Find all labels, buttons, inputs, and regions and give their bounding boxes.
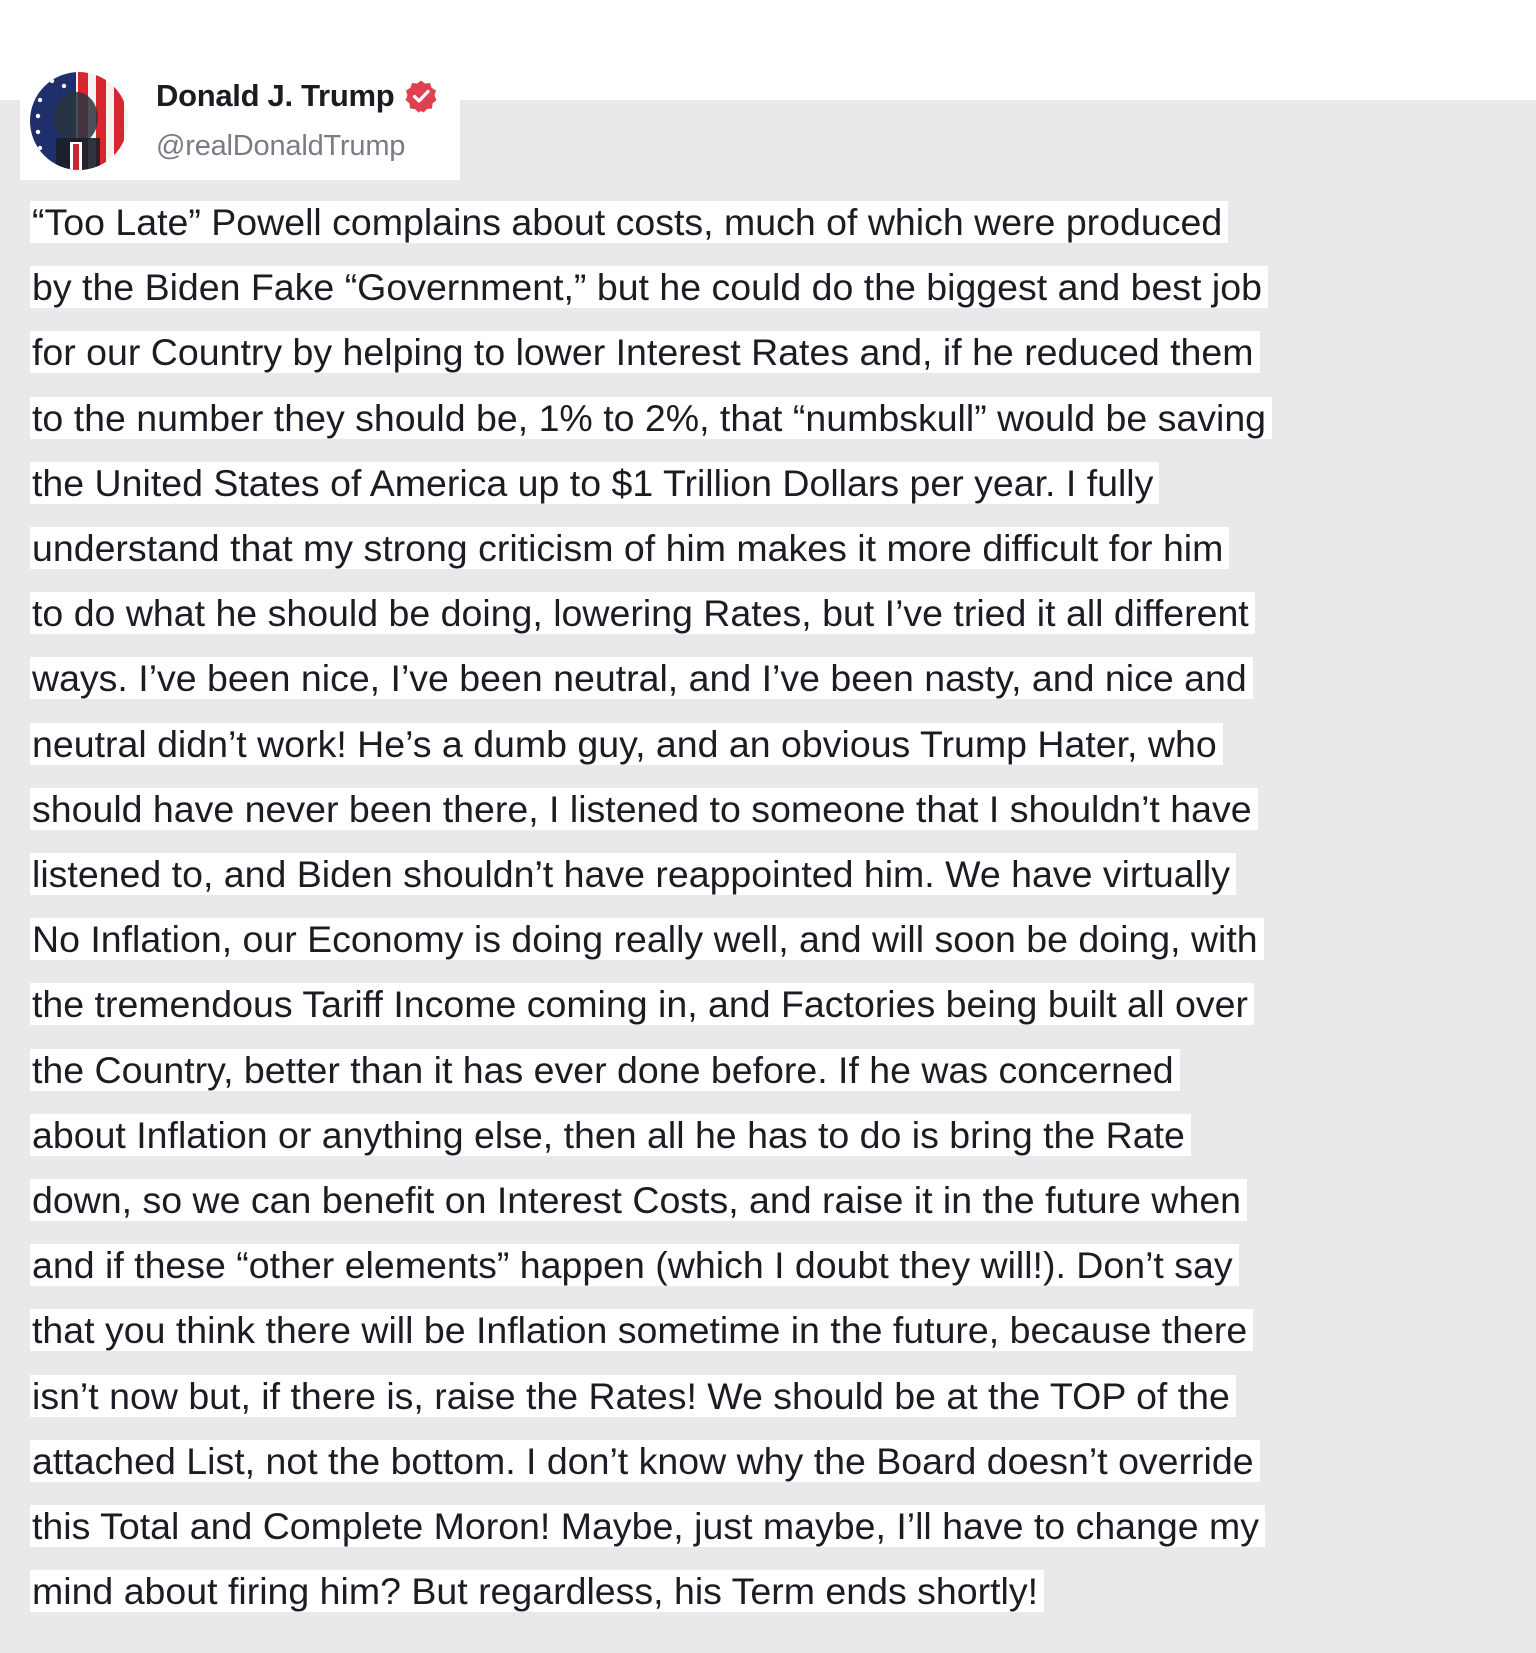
avatar[interactable] xyxy=(30,72,128,170)
post-body xyxy=(30,190,1520,1624)
post-body-line: the Country, better than it has ever done before. If he was concerned xyxy=(30,1038,1520,1103)
post-body-line: isn’t now but, if there is, raise the Rates! We should be at the TOP of the xyxy=(30,1364,1520,1429)
post-body-line: mind about firing him? But regardless, his Term ends shortly! xyxy=(30,1559,1520,1624)
post-body-line: by the Biden Fake “Government,” but he could do the biggest and best job xyxy=(30,255,1520,320)
post-body-line: for our Country by helping to lower Interest Rates and, if he reduced them xyxy=(30,320,1520,385)
post-body-line: that you think there will be Inflation sometime in the future, because there xyxy=(30,1298,1520,1363)
post-body-line: listened to, and Biden shouldn’t have reappointed him. We have virtually xyxy=(30,842,1520,907)
post-body-line: to the number they should be, 1% to 2%, that “numbskull” would be saving xyxy=(30,386,1520,451)
post-body-line: attached List, not the bottom. I don’t know why the Board doesn’t override xyxy=(30,1429,1520,1494)
post-body-line: and if these “other elements” happen (which I doubt they will!). Don’t say xyxy=(30,1233,1520,1298)
author-display-name[interactable]: Donald J. Trump xyxy=(156,78,395,113)
verified-badge-icon xyxy=(404,79,438,113)
post-body-line: ways. I’ve been nice, I’ve been neutral, and I’ve been nasty, and nice and xyxy=(30,646,1520,711)
post-body-line: should have never been there, I listened to someone that I shouldn’t have xyxy=(30,777,1520,842)
author-handle[interactable]: @realDonaldTrump xyxy=(156,130,406,162)
post-body-line: down, so we can benefit on Interest Costs, and raise it in the future when xyxy=(30,1168,1520,1233)
post-body-line: “Too Late” Powell complains about costs, much of which were produced xyxy=(30,190,1520,255)
post-body-line: No Inflation, our Economy is doing really well, and will soon be doing, with xyxy=(30,907,1520,972)
american-flag-portrait-avatar-icon xyxy=(30,72,128,170)
post-body-line: about Inflation or anything else, then all he has to do is bring the Rate xyxy=(30,1103,1520,1168)
post-body-line: neutral didn’t work! He’s a dumb guy, and an obvious Trump Hater, who xyxy=(30,712,1520,777)
post-body-line: understand that my strong criticism of him makes it more difficult for him xyxy=(30,516,1520,581)
post-body-line: this Total and Complete Moron! Maybe, just maybe, I’ll have to change my xyxy=(30,1494,1520,1559)
author-name-row xyxy=(156,78,438,114)
post-body-line: the tremendous Tariff Income coming in, and Factories being built all over xyxy=(30,972,1520,1037)
post-body-line: the United States of America up to $1 Trillion Dollars per year. I fully xyxy=(30,451,1520,516)
post-body-line: to do what he should be doing, lowering Rates, but I’ve tried it all different xyxy=(30,581,1520,646)
